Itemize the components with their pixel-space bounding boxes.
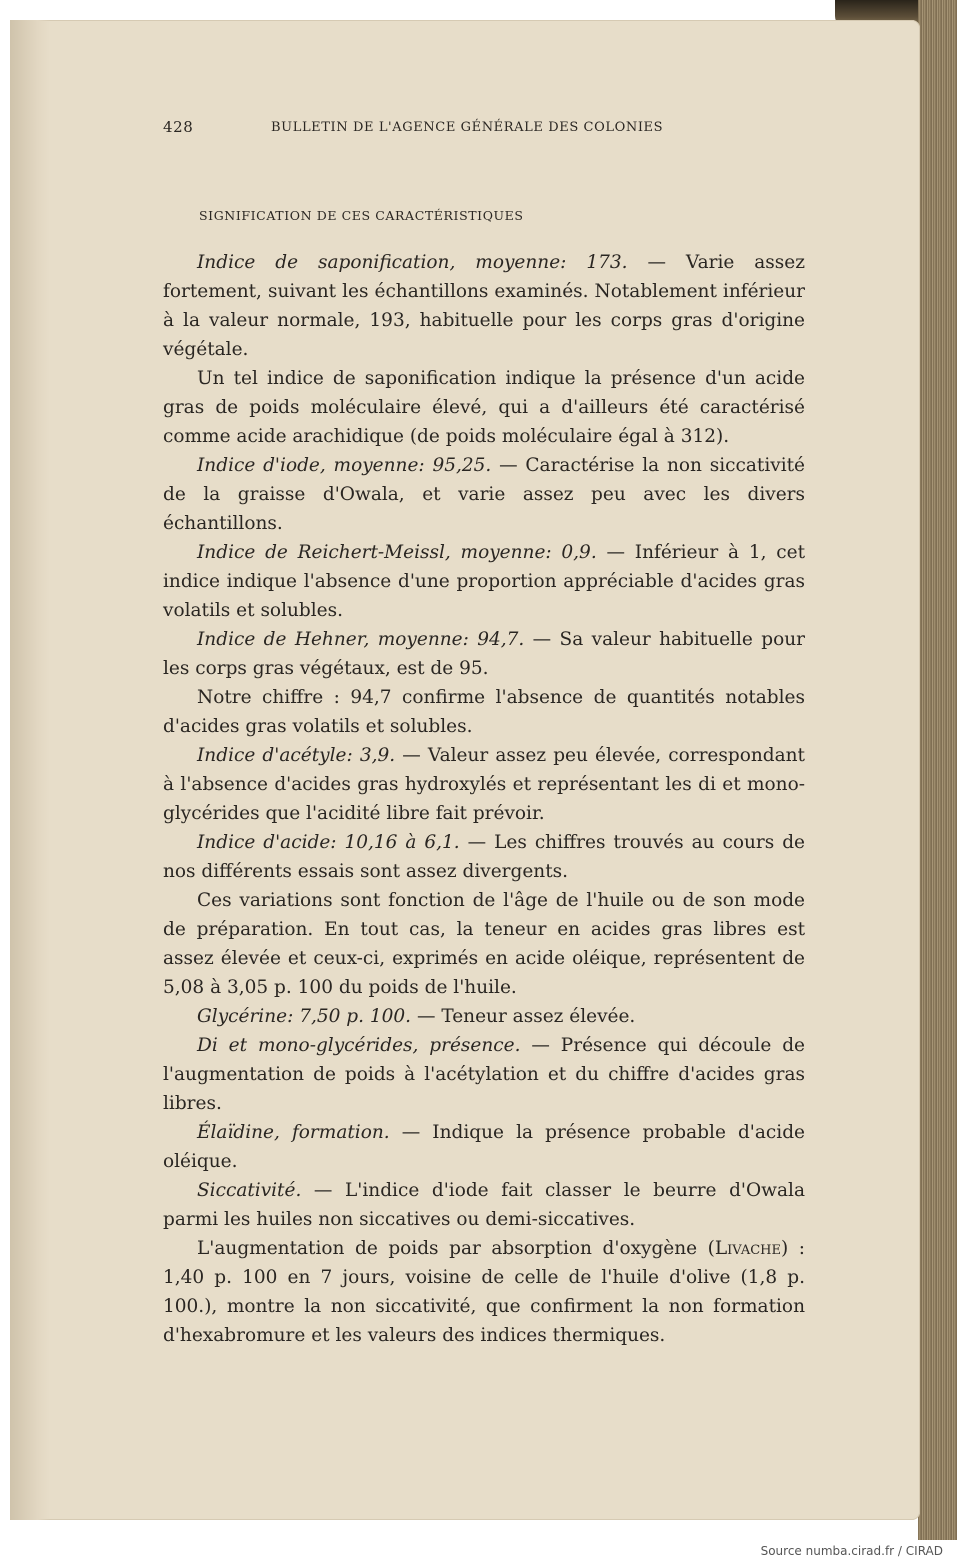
paragraph-lead: Indice d'iode, moyenne: 95,25. <box>197 455 492 476</box>
paragraph-lead: Indice d'acide: 10,16 à 6,1. <box>197 832 460 853</box>
paragraph-lead: Indice de Reichert-Meissl, moyenne: 0,9. <box>197 542 597 563</box>
paragraph <box>163 1118 805 1176</box>
book-page-edges <box>918 0 957 1540</box>
paragraph-text: — Indique la présence probable d'acide oléique. <box>163 1122 805 1172</box>
paragraph-text: Notre chiffre : 94,7 confirme l'absence de quantités notables d'acides gras volatils et solubles. <box>163 687 805 737</box>
source-credit: Source numba.cirad.fr / CIRAD <box>760 1544 943 1558</box>
paragraph-text: — Inférieur à 1, cet indice indique l'absence d'une proportion appréciable d'acides gras volatils et solubles. <box>163 542 806 621</box>
section-title: SIGNIFICATION DE CES CARACTÉRISTIQUES <box>199 208 524 223</box>
paragraph <box>163 741 805 828</box>
author-name: Livache <box>714 1238 781 1259</box>
paragraph <box>163 886 805 1002</box>
paragraph <box>163 451 805 538</box>
paragraph-lead: Élaïdine, formation. <box>197 1122 390 1143</box>
paragraph <box>163 364 805 451</box>
paragraph-lead: Indice de saponification, moyenne: 173. <box>197 252 628 273</box>
paragraph-text: — Teneur assez élevée. <box>411 1006 636 1027</box>
page-gutter <box>10 20 50 1520</box>
paragraph <box>163 1002 805 1031</box>
paragraph <box>163 1176 805 1234</box>
paragraph-text: Ces variations sont fonction de l'âge de l'huile ou de son mode de préparation. En tout cas, la teneur en acides gras libres est assez élevée et ceux-ci, exprimés en acide oléique, représentent de 5,08 à 3,05 p. 100 du poids de l'huile. <box>163 890 805 998</box>
paragraph-text: — Caractérise la non siccativité de la graisse d'Owala, et varie assez peu avec les divers échantillons. <box>163 455 805 534</box>
paragraph-text-tail: ) : 1,40 p. 100 en 7 jours, voisine de celle de l'huile d'olive (1,8 p. 100.), montre la non siccativité, que confirment la non formation d'hexabromure et les valeurs des indices thermiques. <box>163 1238 805 1346</box>
paragraph-lead: Indice d'acétyle: 3,9. <box>197 745 396 766</box>
paragraph <box>163 1234 805 1350</box>
paragraph <box>163 1031 805 1118</box>
page-number: 428 <box>163 118 194 136</box>
paragraph <box>163 248 805 364</box>
paragraph-lead: Siccativité. <box>197 1180 302 1201</box>
body-text <box>163 248 805 1350</box>
paragraph-lead: Indice de Hehner, moyenne: 94,7. <box>197 629 525 650</box>
running-header <box>163 118 805 142</box>
paragraph-lead: Glycérine: 7,50 p. 100. <box>197 1006 412 1027</box>
paragraph-text: — Les chiffres trouvés au cours de nos différents essais sont assez divergents. <box>163 832 805 882</box>
running-title: BULLETIN DE L'AGENCE GÉNÉRALE DES COLONIES <box>271 120 664 135</box>
paragraph <box>163 538 805 625</box>
paragraph-text: — Varie assez fortement, suivant les échantillons examinés. Notablement inférieur à la valeur normale, 193, habituelle pour les corps gras d'origine végétale. <box>163 252 805 360</box>
paragraph-lead: Di et mono-glycérides, présence. <box>197 1035 521 1056</box>
paragraph-text: — L'indice d'iode fait classer le beurre d'Owala parmi les huiles non siccatives ou demi-siccatives. <box>163 1180 805 1230</box>
paragraph <box>163 625 805 683</box>
paragraph <box>163 828 805 886</box>
paragraph-text: — Valeur assez peu élevée, correspondant à l'absence d'acides gras hydroxylés et représentant les di et mono-glycérides que l'acidité libre fait prévoir. <box>163 745 805 824</box>
paragraph-text: — Sa valeur habituelle pour les corps gras végétaux, est de 95. <box>163 629 805 679</box>
paragraph-text: Un tel indice de saponification indique la présence d'un acide gras de poids moléculaire élevé, qui a d'ailleurs été caractérisé comme acide arachidique (de poids moléculaire égal à 312). <box>163 368 805 447</box>
paragraph <box>163 683 805 741</box>
paragraph-text: — Présence qui découle de l'augmentation de poids à l'acétylation et du chiffre d'acides gras libres. <box>163 1035 805 1114</box>
paragraph-text: L'augmentation de poids par absorption d'oxygène ( <box>197 1238 715 1259</box>
